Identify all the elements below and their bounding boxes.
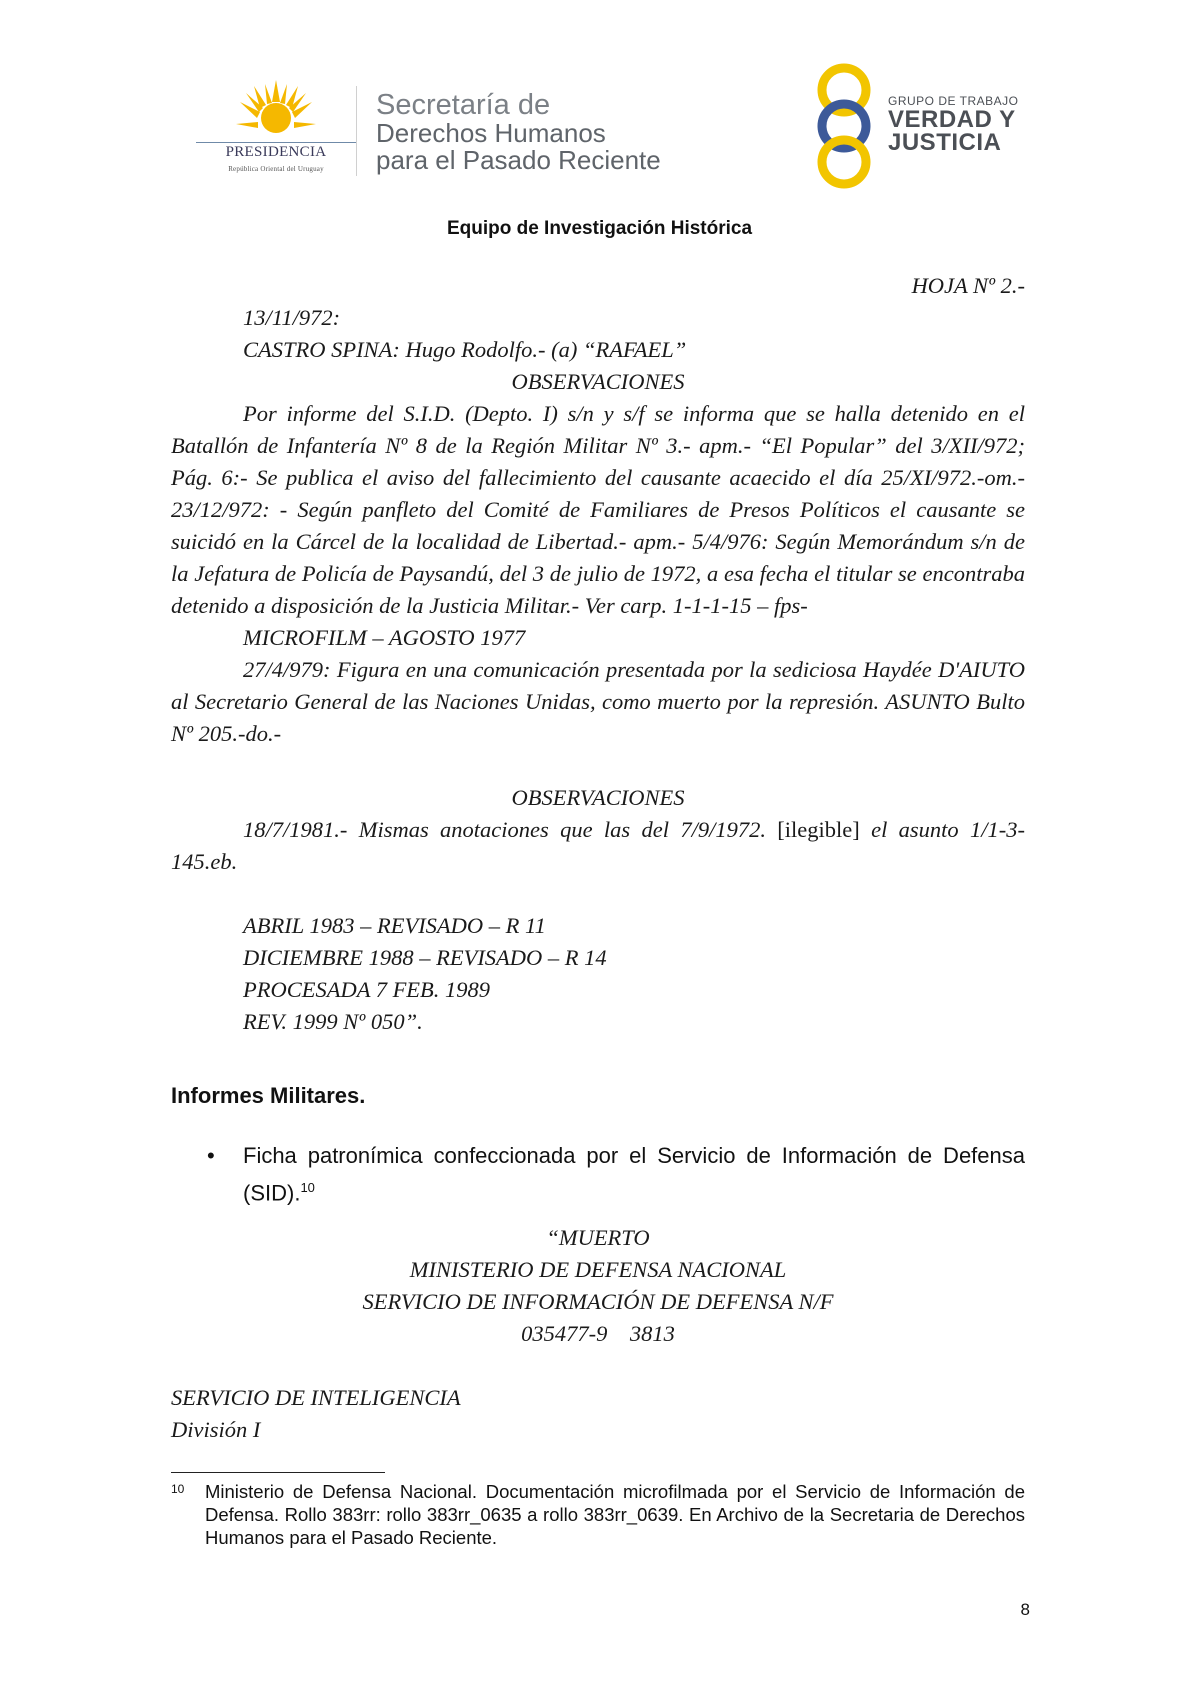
page-number: 8 bbox=[1020, 1600, 1030, 1619]
paragraph-3-part-c: el asunto 1/1-3-145.eb. bbox=[171, 817, 1025, 874]
team-title: Equipo de Investigación Histórica bbox=[446, 218, 753, 239]
footnote-rule bbox=[171, 1472, 385, 1473]
grupo-line-1: GRUPO DE TRABAJO bbox=[888, 94, 1019, 108]
grupo-trabajo-logo bbox=[810, 62, 1030, 190]
logo-divider bbox=[196, 142, 356, 143]
secretaria-line-2: Derechos Humanos bbox=[376, 118, 606, 148]
paragraph-3 bbox=[171, 814, 1025, 878]
ficha-block bbox=[171, 1222, 1025, 1446]
secretaria-line-1: Secretaría de bbox=[376, 89, 551, 121]
observations-heading: OBSERVACIONES bbox=[511, 369, 685, 394]
secretaria-line-3: para el Pasado Reciente bbox=[376, 145, 661, 175]
bullet-text: Ficha patronímica confeccionada por el Servicio de Información de Defensa (SID). bbox=[243, 1143, 1025, 1206]
record-date: 13/11/972: bbox=[243, 305, 341, 330]
paragraph-2: 27/4/979: Figura en una comunicación presentada por la sediciosa Haydée D'AIUTO al Secretario General de las Naciones Unidas, como muerto por la represión. ASUNTO Bulto Nº 205.-do.- bbox=[171, 657, 1025, 746]
footnote-text: Ministerio de Defensa Nacional. Documentación microfilmada por el Servicio de Información de Defensa. Rollo 383rr: rollo 383rr_0635 a rollo 383rr_0639. En Archivo de la Secretaria de Derechos Humanos para el Pasado Reciente. bbox=[205, 1481, 1025, 1548]
observations-heading-2: OBSERVACIONES bbox=[511, 785, 685, 810]
microfilm-line: MICROFILM – AGOSTO 1977 bbox=[243, 625, 526, 650]
footnote bbox=[171, 1480, 1025, 1549]
paragraph-3-part-a: 18/7/1981.- Mismas anotaciones que las del 7/9/1972. bbox=[243, 817, 778, 842]
revision-line-2: DICIEMBRE 1988 – REVISADO – R 14 bbox=[243, 945, 607, 970]
ficha-line-2: MINISTERIO DE DEFENSA NACIONAL bbox=[409, 1257, 787, 1282]
footnote-ref[interactable]: 10 bbox=[300, 1180, 315, 1195]
bullet-symbol: • bbox=[207, 1143, 215, 1168]
footnote-number: 10 bbox=[171, 1482, 185, 1496]
revision-line-3: PROCESADA 7 FEB. 1989 bbox=[243, 977, 491, 1002]
section-heading: Informes Militares. bbox=[171, 1083, 366, 1108]
page-header bbox=[0, 0, 1191, 200]
ficha-line-6: División I bbox=[171, 1417, 261, 1442]
sun-icon bbox=[236, 78, 316, 140]
illegible-note: [ilegible] bbox=[777, 817, 860, 842]
subject-name: CASTRO SPINA: Hugo Rodolfo.- (a) “RAFAEL” bbox=[243, 337, 687, 362]
secretaria-logo bbox=[376, 90, 661, 174]
presidencia-name: PRESIDENCIA bbox=[225, 144, 327, 160]
revision-line-1: ABRIL 1983 – REVISADO – R 11 bbox=[243, 913, 546, 938]
sheet-number: HOJA Nº 2.- bbox=[911, 273, 1025, 298]
header-separator bbox=[356, 86, 357, 176]
presidencia-subtitle: República Oriental del Uruguay bbox=[228, 165, 324, 173]
paragraph-1: Por informe del S.I.D. (Depto. I) s/n y s/f se informa que se halla detenido en el Batallón de Infantería Nº 8 de la Región Militar Nº 3.- apm.- “El Popular” del 3/XII/972; Pág. 6:- Se publica el aviso del fallecimiento del causante acaecido el día 25/XI/972.-om.- 23/12/972: - Según panfleto del Comité de Familiares de Presos Políticos el causante se suicidó en la Cárcel de la localidad de Libertad.- apm.- 5/4/976: Según Memorándum s/n de la Jefatura de Policía de Paysandú, del 3 de julio de 1972, a esa fecha el titular se encontraba detenido a disposición de la Justicia Militar.- Ver carp. 1-1-1-15 – fps- bbox=[171, 401, 1025, 618]
grupo-trabajo-text bbox=[888, 94, 1018, 154]
grupo-line-2: VERDAD Y bbox=[888, 106, 1016, 133]
ficha-line-3: SERVICIO DE INFORMACIÓN DE DEFENSA N/F bbox=[362, 1289, 834, 1314]
grupo-line-3: JUSTICIA bbox=[888, 129, 1002, 156]
presidencia-logo bbox=[196, 78, 356, 178]
document-body bbox=[171, 270, 1025, 1038]
ficha-line-1: “MUERTO bbox=[546, 1225, 650, 1250]
bullet-item bbox=[171, 1140, 1025, 1209]
rings-icon bbox=[810, 62, 890, 190]
ficha-line-4: 035477-9 3813 bbox=[521, 1321, 675, 1346]
revision-line-4: REV. 1999 Nº 050”. bbox=[243, 1009, 423, 1034]
ficha-line-5: SERVICIO DE INTELIGENCIA bbox=[171, 1385, 461, 1410]
bullet-text-block bbox=[243, 1140, 1025, 1209]
